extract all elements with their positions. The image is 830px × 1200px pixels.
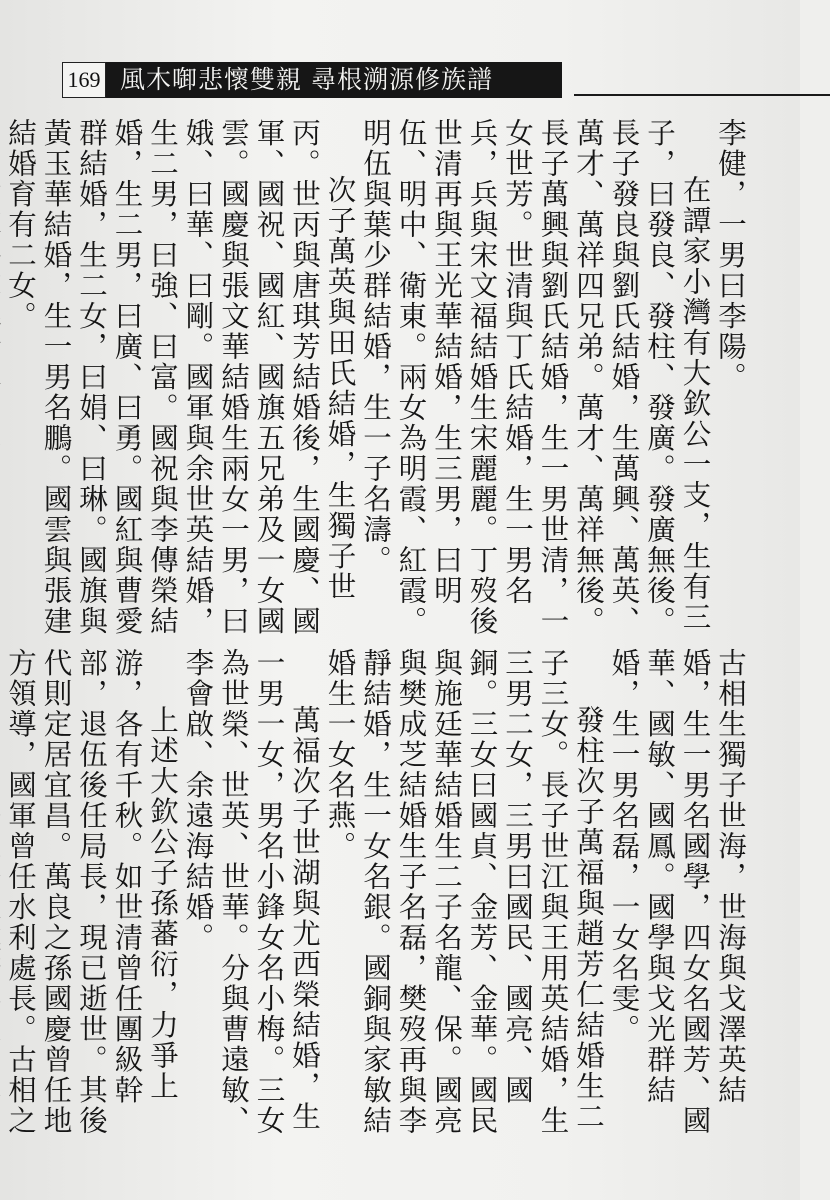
paragraph: 李健，一男曰李陽。: [714, 118, 747, 393]
paragraph: 上述大欽公子孫蕃衍，力爭上游，各有千秋。如世清曾任團級幹部，退伍後任局長，現已逝世。其後代則定居宜昌。萬良之孫國慶曾任地方領導，國軍曾任水利處長。古相之: [4, 648, 179, 1136]
running-title: 風木啣悲懷雙親 尋根溯源修族譜: [106, 62, 562, 98]
lower-text-section: [4, 648, 748, 1148]
paragraph: 次子萬英與田氏結婚，生獨子世丙。世丙與唐琪芳結婚後，生國慶、國軍、國祝、國紅、國旗五兄弟及一女國雲。國慶與張文華結婚生兩女一男，曰娥、曰華、曰剛。國軍與余世英結婚，生二男，曰強、曰富。國祝與李傳榮結婚，生二男，曰廣、曰勇。國紅與曹愛群結婚，生二女，曰娟、曰琳。國旗與黃玉華結婚，生一男名鵬。國雲與張建結婚育有二女。: [4, 118, 357, 637]
page-header: [62, 60, 772, 102]
paragraph: 發柱次子萬福與趙芳仁結婚生二子三女。長子世江與王用英結婚，生三男二女，三男曰國民、國亮、國銅。三女曰國貞、金芳、金華。國民與施廷華結婚生二子名龍、保。國亮與樊成芝結婚生子名磊，樊歿再與李靜結婚，生一女名銀。國銅與家敏結婚生一女名燕。: [323, 648, 605, 1136]
page-number: 169: [62, 62, 106, 98]
upper-text-section: [4, 118, 748, 638]
paragraph: [0, 118, 3, 638]
paragraph: 古相生獨子世海，世海與戈澤英結婚，生一男名國學，四女名國芳、國華、國敏、國鳳。國學與戈光群結婚，生一男名磊，一女名雯。: [607, 648, 747, 1136]
paragraph: 在譚家小灣有大欽公一支，生有三子，曰發良、發柱、發廣。發廣無後。長子發良與劉氏結婚，生萬興、萬英、萬才、萬祥四兄弟。萬才、萬祥無後。長子萬興與劉氏結婚，生一男世清，一女世芳。世清與丁氏結婚，生一男名兵，兵與宋文福結婚生宋麗麗。丁歿後世清再與王光華結婚，生三男，曰明伍、明中、衛東。兩女為明霞、紅霞。明伍與葉少群結婚，生一子名濤。: [359, 118, 712, 637]
header-rule: [574, 94, 830, 96]
paragraph: 萬福次子世湖與尤西榮結婚，生一男一女，男名小鋒女名小梅。三女為世榮、世英、世華。分與曹遠敏、李會啟、余遠海結婚。: [181, 648, 321, 1136]
